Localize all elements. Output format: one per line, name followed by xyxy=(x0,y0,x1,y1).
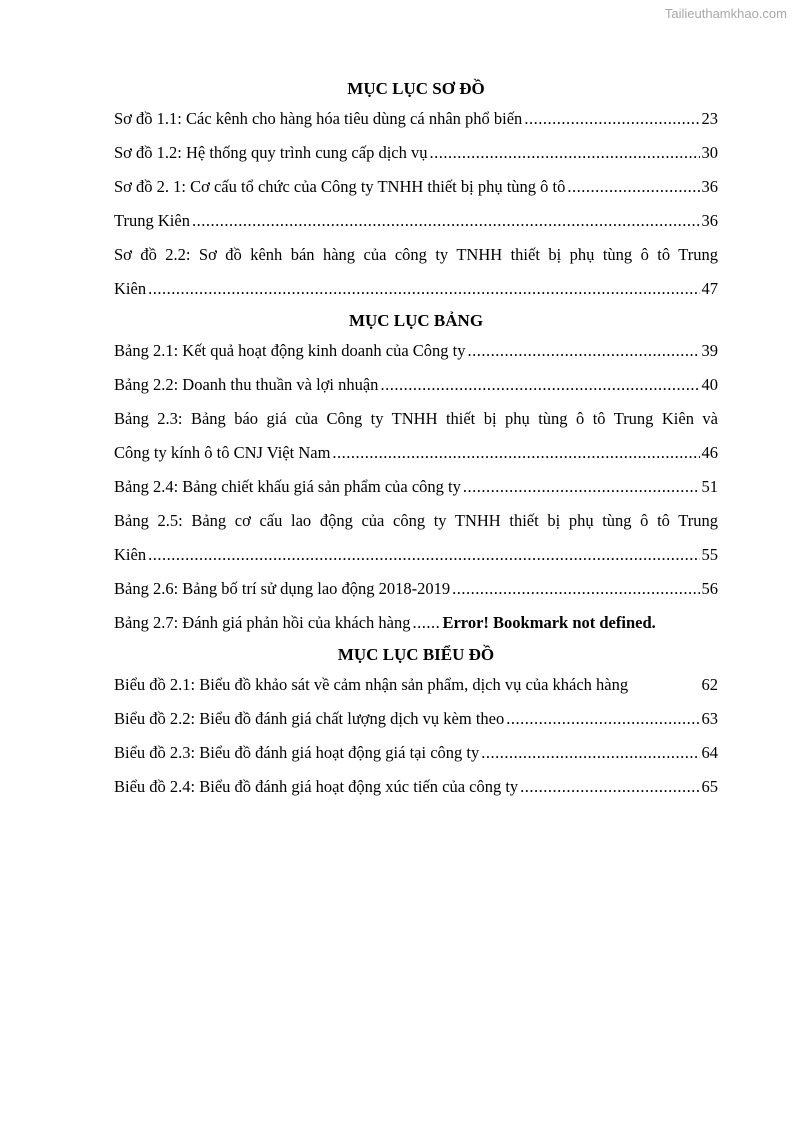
toc-entry-text: Bảng 2.1: Kết quả hoạt động kinh doanh của Công ty xyxy=(114,341,466,360)
toc-entry[interactable] xyxy=(114,736,718,770)
toc-page-number: 36 xyxy=(701,211,718,230)
toc-entry[interactable] xyxy=(114,770,718,804)
toc-entry-text: Bảng 2.2: Doanh thu thuần và lợi nhuận xyxy=(114,375,379,394)
toc-entry[interactable] xyxy=(114,368,718,402)
dot-leader xyxy=(148,538,699,572)
dot-leader xyxy=(192,204,700,238)
toc-entry-text-continued: Công ty kính ô tô CNJ Việt Nam xyxy=(114,443,331,462)
dot-leader xyxy=(463,470,700,504)
toc-entry-text-continued: Kiên xyxy=(114,279,147,298)
toc-entry[interactable] xyxy=(114,572,718,606)
toc-entry[interactable] xyxy=(114,136,718,170)
dot-leader xyxy=(332,436,699,470)
document-page xyxy=(114,74,718,804)
toc-entry-text: Sơ đồ 1.1: Các kênh cho hàng hóa tiêu dùng cá nhân phổ biến xyxy=(114,109,523,128)
toc-entry-text: Trung Kiên xyxy=(114,211,190,230)
toc-entry-text: Bảng 2.5: Bảng cơ cấu lao động của công ty TNHH thiết bị phụ tùng ô tô Trung xyxy=(114,511,718,530)
toc-page-number: 51 xyxy=(701,477,718,496)
toc-entry-text: Sơ đồ 1.2: Hệ thống quy trình cung cấp dịch vụ xyxy=(114,143,428,162)
toc-page-number: 65 xyxy=(701,777,718,796)
toc-entry-text: Biểu đồ 2.4: Biểu đồ đánh giá hoạt động xúc tiến của công ty xyxy=(114,777,519,796)
chart-index-section xyxy=(114,642,718,804)
toc-page-number: 62 xyxy=(701,675,718,694)
toc-entry[interactable] xyxy=(114,702,718,736)
table-index-section xyxy=(114,308,718,640)
toc-entry[interactable] xyxy=(114,470,718,504)
bookmark-error-text: Error! Bookmark not defined. xyxy=(442,613,656,632)
toc-entry[interactable] xyxy=(114,102,718,136)
toc-page-number: 36 xyxy=(701,177,718,196)
toc-page-number: 55 xyxy=(701,545,718,564)
toc-page-number: 46 xyxy=(701,443,718,462)
dot-leader xyxy=(481,736,699,770)
dot-leader xyxy=(429,136,699,170)
dot-leader xyxy=(380,368,699,402)
toc-entry[interactable] xyxy=(114,334,718,368)
dot-leader xyxy=(567,170,699,204)
toc-entry-text: Sơ đồ 2. 1: Cơ cấu tổ chức của Công ty TNHH thiết bị phụ tùng ô tô xyxy=(114,177,566,196)
toc-entry-text: Bảng 2.6: Bảng bố trí sử dụng lao động 2018-2019 xyxy=(114,579,451,598)
toc-page-number: 63 xyxy=(701,709,718,728)
toc-entry-text: Biểu đồ 2.1: Biểu đồ khảo sát về cảm nhận sản phẩm, dịch vụ của khách hàng xyxy=(114,675,629,694)
toc-page-number: 23 xyxy=(701,109,718,128)
dot-leader xyxy=(452,572,699,606)
diagram-index-section xyxy=(114,76,718,306)
toc-entry-text: Bảng 2.7: Đánh giá phản hồi của khách hàng xyxy=(114,613,411,632)
toc-entry[interactable] xyxy=(114,238,718,306)
diagram-index-title: MỤC LỤC SƠ ĐỒ xyxy=(347,79,485,98)
dot-leader xyxy=(148,272,699,306)
table-index-title: MỤC LỤC BẢNG xyxy=(348,311,484,330)
toc-entry[interactable] xyxy=(114,204,718,238)
toc-page-number: 39 xyxy=(701,341,718,360)
toc-page-number: 40 xyxy=(701,375,718,394)
toc-entry-text: Sơ đồ 2.2: Sơ đồ kênh bán hàng của công ty TNHH thiết bị phụ tùng ô tô Trung xyxy=(114,245,718,264)
toc-page-number: 56 xyxy=(701,579,718,598)
dot-leader xyxy=(520,770,699,804)
watermark: Tailieuthamkhao.com xyxy=(664,6,787,21)
toc-entry[interactable] xyxy=(114,606,718,640)
toc-entry-text: Bảng 2.3: Bảng báo giá của Công ty TNHH thiết bị phụ tùng ô tô Trung Kiên và xyxy=(114,409,718,428)
chart-index-title: MỤC LỤC BIỂU ĐỒ xyxy=(337,645,495,664)
toc-entry[interactable] xyxy=(114,504,718,572)
dot-leader xyxy=(506,702,699,736)
toc-page-number: 30 xyxy=(701,143,718,162)
toc-entry-text: Biểu đồ 2.3: Biểu đồ đánh giá hoạt động giá tại công ty xyxy=(114,743,480,762)
toc-entry-text-continued: Kiên xyxy=(114,545,147,564)
toc-entry-text: Bảng 2.4: Bảng chiết khấu giá sản phẩm của công ty xyxy=(114,477,461,496)
toc-entry-text: Biểu đồ 2.2: Biểu đồ đánh giá chất lượng dịch vụ kèm theo xyxy=(114,709,505,728)
dot-leader xyxy=(524,102,699,136)
toc-entry[interactable] xyxy=(114,668,718,702)
dot-leader xyxy=(468,334,700,368)
toc-entry[interactable] xyxy=(114,402,718,470)
toc-entry[interactable] xyxy=(114,170,718,204)
toc-page-number: 64 xyxy=(701,743,718,762)
toc-page-number: 47 xyxy=(701,279,718,298)
dot-leader xyxy=(412,606,440,640)
